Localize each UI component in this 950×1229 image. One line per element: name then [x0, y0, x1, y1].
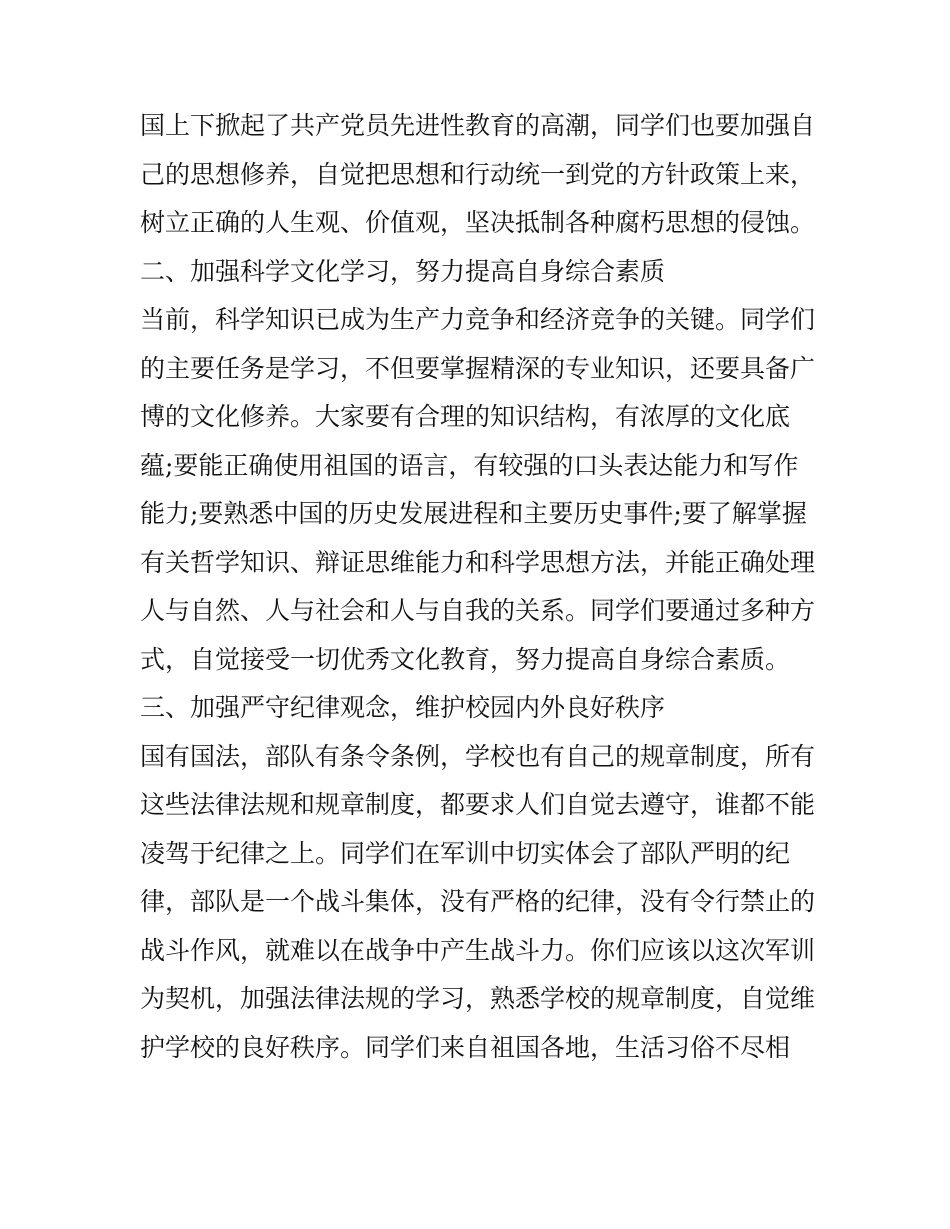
text-line: 凌驾于纪律之上。同学们在军训中切实体会了部队严明的纪	[140, 838, 791, 868]
text-line: 这些法律法规和规章制度，都要求人们自觉去遵守，谁都不能	[140, 790, 816, 819]
text-line: 战斗作风，就难以在战争中产生战斗力。你们应该以这次军训	[140, 935, 816, 965]
section-heading: 三、加强严守纪律观念，维护校园内外良好秩序	[140, 693, 666, 722]
text-line: 国有国法，部队有条令条例，学校也有自己的规章制度，所有	[140, 741, 816, 771]
text-line: 人与自然、人与社会和人与自我的关系。同学们要通过多种方	[140, 596, 816, 625]
text-line: 己的思想修养，自觉把思想和行动统一到党的方针政策上来，	[140, 159, 816, 189]
body-text	[140, 102, 820, 1072]
text-line: 能力;要熟悉中国的历史发展进程和主要历史事件;要了解掌握	[140, 499, 807, 528]
text-line: 为契机，加强法律法规的学习，熟悉学校的规章制度，自觉维	[140, 984, 816, 1013]
text-line: 国上下掀起了共产党员先进性教育的高潮，同学们也要加强自	[140, 111, 816, 140]
text-line: 律，部队是一个战斗集体，没有严格的纪律，没有令行禁止的	[140, 887, 816, 916]
section-heading: 二、加强科学文化学习，努力提高自身综合素质	[140, 256, 666, 286]
text-line: 博的文化修养。大家要有合理的知识结构，有浓厚的文化底	[140, 402, 791, 431]
text-line: 树立正确的人生观、价值观，坚决抵制各种腐朽思想的侵蚀。	[140, 208, 816, 237]
text-line: 蕴;要能正确使用祖国的语言，有较强的口头表达能力和写作	[140, 450, 799, 480]
text-line: 式，自觉接受一切优秀文化教育，努力提高自身综合素质。	[140, 644, 791, 674]
text-line: 的主要任务是学习，不但要掌握精深的专业知识，还要具备广	[140, 353, 816, 383]
text-line: 有关哲学知识、辩证思维能力和科学思想方法，并能正确处理	[140, 547, 816, 577]
text-line: 护学校的良好秩序。同学们来自祖国各地，生活习俗不尽相	[140, 1032, 791, 1062]
text-line: 当前，科学知识已成为生产力竞争和经济竞争的关键。同学们	[140, 305, 816, 334]
